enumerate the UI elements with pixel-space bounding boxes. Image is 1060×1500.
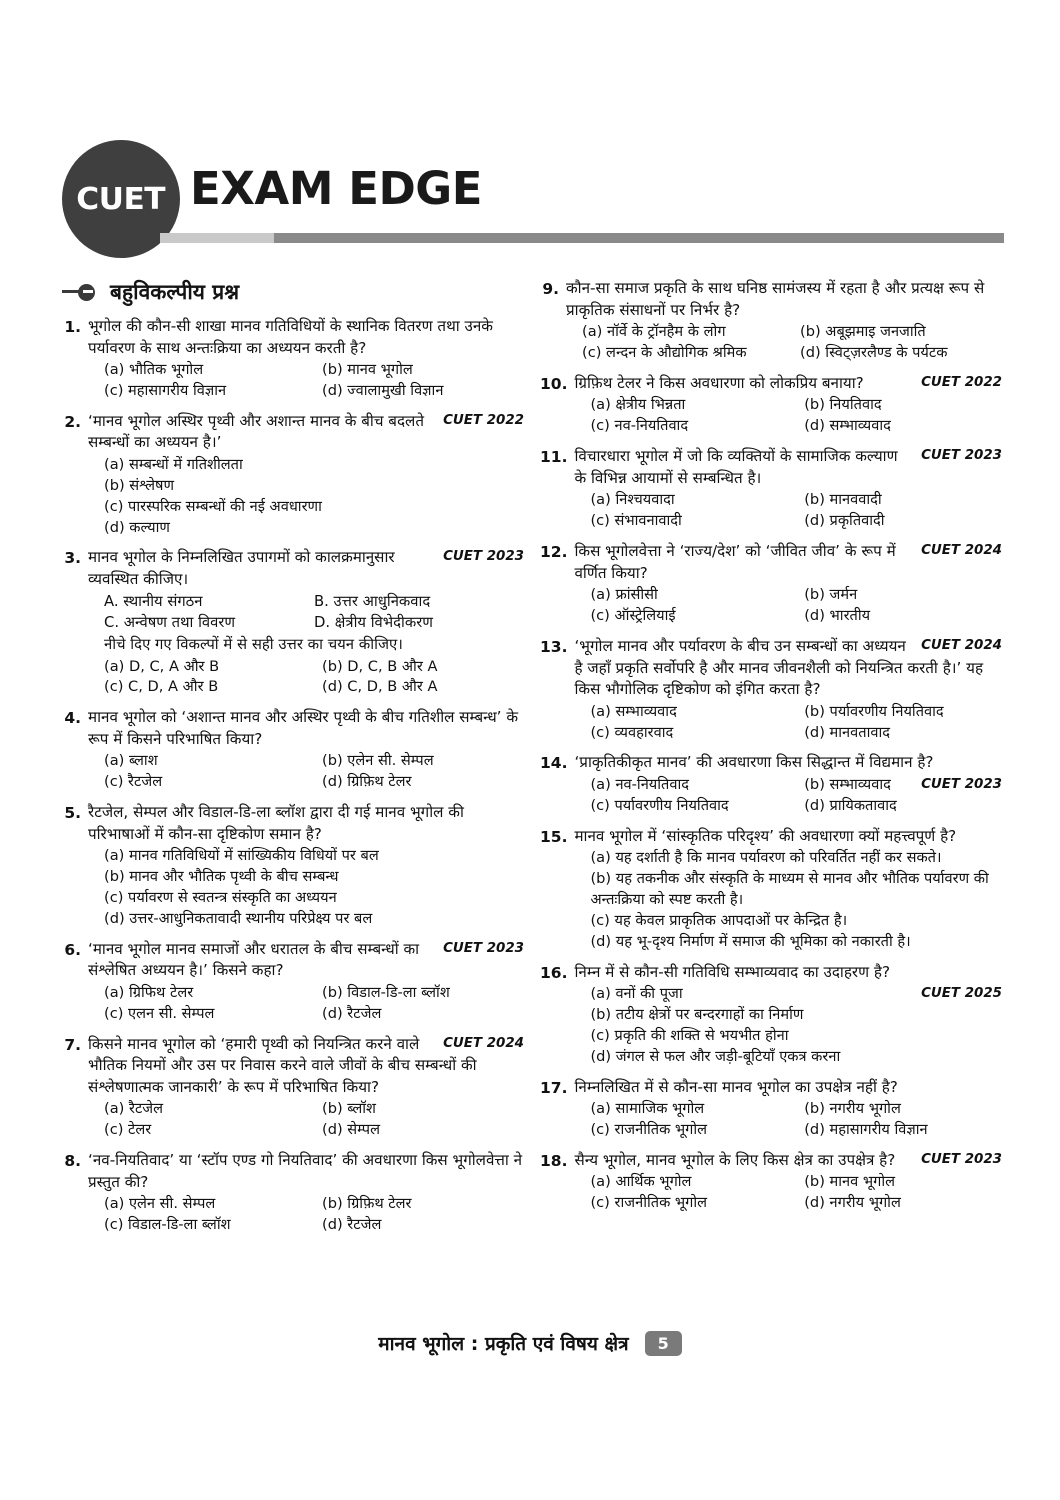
- option-list: [88, 1099, 524, 1141]
- question-body: [566, 278, 1002, 364]
- option-item[interactable]: [88, 772, 306, 793]
- option-list: [574, 984, 1002, 1067]
- option-label: (d) स्विट्ज़रलैण्ड के पर्यटक: [800, 344, 948, 362]
- option-label: (b) ग्रिफ़िथ टेलर: [322, 1195, 412, 1213]
- option-label: (c) राजनीतिक भूगोल: [590, 1194, 708, 1212]
- option-item[interactable]: [306, 657, 524, 678]
- option-item[interactable]: [574, 606, 788, 627]
- question-text-content: मानव भूगोल में ‘सांस्कृतिक परिदृश्य’ की अवधारणा क्यों महत्त्वपूर्ण है?: [574, 826, 957, 845]
- option-list: [574, 848, 1002, 952]
- question-text-content: कौन-सा समाज प्रकृति के साथ घनिष्ठ सामंजस्य में रहता है और प्रत्यक्ष रूप से प्राकृतिक संसाधनों पर निर्भर है?: [566, 279, 985, 319]
- question-number: 9.: [542, 280, 559, 298]
- option-label: (d) कल्याण: [104, 518, 170, 536]
- question-text-content: ‘मानव भूगोल अस्थिर पृथ्वी और अशान्त मानव के बीच बदलते सम्बन्धों का अध्ययन है।’: [88, 411, 424, 452]
- question-item: [62, 1034, 524, 1141]
- right-column: [540, 278, 1002, 1223]
- option-item[interactable]: [306, 1120, 524, 1141]
- option-item[interactable]: [788, 1193, 1002, 1214]
- question-body: [88, 316, 524, 402]
- option-item[interactable]: [88, 497, 524, 518]
- question-item: [540, 752, 1002, 816]
- option-label: (b) एलेन सी. सेम्पल: [322, 752, 434, 770]
- question-body: [88, 707, 524, 793]
- page-number-badge: 5: [645, 1331, 682, 1356]
- question-number: 3.: [64, 549, 81, 568]
- option-label: (a) भौतिक भूगोल: [104, 361, 204, 379]
- question-text: [574, 541, 1002, 584]
- question-number: 11.: [540, 448, 568, 467]
- option-label: (c) एलन सी. सेम्पल: [104, 1004, 215, 1022]
- question-item: [540, 962, 1002, 1068]
- question-number: 10.: [540, 374, 568, 393]
- option-label: (c) ऑस्ट्रेलियाई: [590, 607, 676, 625]
- option-item[interactable]: [788, 702, 1002, 723]
- question-body: [88, 547, 524, 698]
- question-item: [540, 826, 1002, 953]
- option-list: [574, 1172, 1002, 1214]
- option-label: (b) संश्लेषण: [104, 476, 175, 494]
- question-text-content: निम्नलिखित में से कौन-सा मानव भूगोल का उपक्षेत्र नहीं है?: [574, 1077, 898, 1096]
- option-item[interactable]: [88, 846, 524, 867]
- option-item[interactable]: [88, 381, 306, 402]
- option-list: [88, 360, 524, 402]
- question-text-content: ग्रिफ़िथ टेलर ने किस अवधारणा को लोकप्रिय बनाया?: [574, 373, 864, 392]
- option-label: (b) अबूझमाइ जनजाति: [800, 323, 926, 341]
- option-label: (c) C, D, A और B: [104, 678, 219, 696]
- option-label: (b) मानव भूगोल: [322, 361, 413, 379]
- question-text: [88, 547, 524, 590]
- option-label: (b) D, C, B और A: [322, 657, 438, 675]
- option-item[interactable]: [88, 518, 524, 539]
- option-item[interactable]: [88, 909, 524, 930]
- question-text: [574, 1150, 1002, 1172]
- question-item: [540, 541, 1002, 627]
- option-label: (d) प्रकृतिवादी: [804, 512, 885, 530]
- option-list: [574, 702, 1002, 744]
- option-item[interactable]: [306, 1215, 524, 1236]
- question-text: [88, 316, 524, 359]
- option-label: (b) मानववादी: [804, 491, 882, 509]
- option-item[interactable]: [784, 322, 1002, 343]
- question-number: 12.: [540, 543, 568, 562]
- option-label: (b) नगरीय भूगोल: [804, 1100, 901, 1118]
- question-text: [88, 1034, 524, 1099]
- option-label: (c) लन्दन के औद्योगिक श्रमिक: [582, 344, 747, 362]
- question-item: [540, 636, 1002, 743]
- option-label: (b) नियतिवाद: [804, 396, 882, 414]
- option-item[interactable]: [306, 751, 524, 772]
- option-item[interactable]: [574, 1172, 788, 1193]
- option-list: [574, 1099, 1002, 1141]
- option-item[interactable]: [306, 360, 524, 381]
- option-label: (a) निश्चयवादा: [590, 491, 675, 509]
- option-item[interactable]: [306, 1004, 524, 1025]
- option-label: (b) जर्मन: [804, 586, 858, 604]
- question-body: [574, 1077, 1002, 1141]
- match-item: A. स्थानीय संगठन: [104, 592, 203, 610]
- option-item[interactable]: [574, 848, 1002, 869]
- question-text: [88, 411, 524, 454]
- option-label: (d) C, D, B और A: [322, 678, 438, 696]
- option-item[interactable]: [574, 1120, 788, 1141]
- exam-year-tag: CUET 2025: [921, 986, 1002, 1002]
- question-text: [88, 939, 524, 982]
- option-label: (a) सम्भाव्यवाद: [590, 702, 677, 720]
- left-column: [62, 278, 524, 1245]
- option-label: (a) फ्रांसीसी: [590, 586, 658, 604]
- option-item[interactable]: [88, 751, 306, 772]
- question-body: [88, 1034, 524, 1141]
- left-question-list: [62, 316, 524, 1236]
- option-item[interactable]: [88, 1099, 306, 1120]
- option-item[interactable]: [88, 677, 306, 698]
- option-item[interactable]: [788, 395, 1002, 416]
- question-item: [62, 707, 524, 793]
- question-body: [574, 636, 1002, 743]
- option-label: (b) मानव भूगोल: [804, 1173, 896, 1191]
- question-number: 5.: [64, 804, 81, 823]
- option-label: (c) नव-नियतिवाद: [590, 417, 689, 435]
- option-label: (b) तटीय क्षेत्रों पर बन्दरगाहों का निर्माण: [590, 1005, 804, 1023]
- option-list: [88, 455, 524, 538]
- question-text-content: ‘नव-नियतिवाद’ या ‘स्टॉप एण्ड गो नियतिवाद’ की अवधारणा किस भूगोलवेत्ता ने प्रस्तुत की?: [88, 1151, 523, 1191]
- option-item[interactable]: [574, 511, 788, 532]
- match-item: D. क्षेत्रीय विभेदीकरण: [314, 614, 433, 632]
- question-text-content: मानव भूगोल के निम्नलिखित उपागमों को कालक्रमानुसार व्यवस्थित कीजिए।: [88, 548, 395, 589]
- option-item[interactable]: [574, 984, 1002, 1005]
- option-label: (c) पर्यावरण से स्वतन्त्र संस्कृति का अध्ययन: [104, 889, 337, 907]
- exam-year-tag: CUET 2024: [443, 1035, 524, 1051]
- option-item[interactable]: [574, 585, 788, 606]
- option-item[interactable]: [574, 1026, 1002, 1047]
- option-label: (c) राजनीतिक भूगोल: [590, 1121, 708, 1138]
- option-label: (d) सेम्पल: [322, 1121, 380, 1139]
- exam-year-tag: CUET 2023: [921, 1151, 1002, 1167]
- option-label: (b) सम्भाव्यवाद: [804, 775, 891, 793]
- match-item: C. अन्वेषण तथा विवरण: [104, 614, 236, 632]
- question-number: 17.: [540, 1078, 568, 1097]
- option-item[interactable]: [574, 395, 788, 416]
- question-text-content: विचारधारा भूगोल में जो कि व्यक्तियों के सामाजिक कल्याण के विभिन्न आयामों से सम्बन्धित है।: [574, 447, 898, 487]
- question-body: [88, 411, 524, 539]
- option-label: (c) पारस्परिक सम्बन्धों की नई अवधारणा: [104, 497, 322, 515]
- question-instruction: नीचे दिए गए विकल्पों में से सही उत्तर का चयन कीजिए।: [104, 634, 403, 653]
- question-number: 8.: [64, 1152, 81, 1171]
- option-item[interactable]: [88, 1004, 306, 1025]
- option-label: (c) टेलर: [104, 1121, 152, 1139]
- option-label: (a) ब्लाश: [104, 752, 158, 770]
- option-label: (d) ज्वालामुखी विज्ञान: [322, 382, 444, 400]
- question-item: [540, 278, 1002, 364]
- option-list: [88, 983, 524, 1025]
- question-item: [540, 446, 1002, 532]
- option-label: (a) सम्बन्धों में गतिशीलता: [104, 456, 243, 474]
- option-item[interactable]: [306, 381, 524, 402]
- option-item[interactable]: [574, 869, 1002, 911]
- exam-year-tag: CUET 2023: [443, 549, 524, 565]
- question-text-content: किस भूगोलवेत्ता ने ‘राज्य/देश’ को ‘जीवित जीव’ के रूप में वर्णित किया?: [574, 542, 896, 582]
- option-item[interactable]: [574, 416, 788, 437]
- match-item: B. उत्तर आधुनिकवाद: [314, 592, 431, 610]
- footer-chapter-title: मानव भूगोल : प्रकृति एवं विषय क्षेत्र: [378, 1333, 629, 1355]
- option-item[interactable]: [788, 723, 1002, 744]
- question-text: [574, 752, 1002, 774]
- question-text: [574, 446, 1002, 489]
- option-item[interactable]: [88, 455, 524, 476]
- question-text: [574, 1077, 1002, 1099]
- question-number: 16.: [540, 963, 568, 982]
- right-question-list: [540, 278, 1002, 1214]
- page-footer: [0, 1330, 1060, 1356]
- question-number: 4.: [64, 709, 81, 728]
- question-text-content: ‘मानव भूगोल मानव समाजों और धरातल के बीच सम्बन्धों का संश्लेषित अध्ययन है।’ किसने कहा?: [88, 939, 420, 980]
- question-text: [574, 826, 1002, 848]
- exam-year-tag: CUET 2023: [921, 776, 1002, 792]
- option-label: (d) रैटजेल: [322, 1004, 382, 1022]
- option-label: (d) रैटजेल: [322, 1216, 382, 1234]
- question-body: [88, 939, 524, 1025]
- option-item[interactable]: [306, 677, 524, 698]
- question-text-content: सैन्य भूगोल, मानव भूगोल के लिए किस क्षेत्र का उपक्षेत्र है?: [574, 1150, 896, 1169]
- exam-year-tag: CUET 2024: [921, 543, 1002, 559]
- option-item[interactable]: [88, 888, 524, 909]
- option-item[interactable]: [88, 476, 524, 497]
- option-item[interactable]: [788, 490, 1002, 511]
- option-list: [566, 322, 1002, 364]
- option-label: (b) पर्यावरणीय नियतिवाद: [804, 702, 944, 720]
- question-body: [574, 826, 1002, 953]
- option-list: [574, 775, 1002, 817]
- option-list: [88, 657, 524, 699]
- question-number: 2.: [64, 412, 81, 431]
- question-body: [574, 962, 1002, 1068]
- option-item[interactable]: [88, 360, 306, 381]
- option-list: [88, 846, 524, 929]
- option-list: [574, 585, 1002, 627]
- question-text: [88, 707, 524, 750]
- question-body: [88, 1150, 524, 1236]
- question-text: [88, 802, 524, 845]
- question-text-content: मानव भूगोल को ‘अशान्त मानव और अस्थिर पृथ्वी के बीच गतिशील सम्बन्ध’ के रूप में किसने परिभाषित किया?: [88, 708, 518, 748]
- option-item[interactable]: [574, 911, 1002, 932]
- option-item[interactable]: [566, 322, 784, 343]
- option-item[interactable]: [306, 772, 524, 793]
- option-label: (c) विडाल-डि-ला ब्लॉश: [104, 1216, 231, 1234]
- option-item[interactable]: [88, 983, 306, 1004]
- option-item[interactable]: [574, 775, 788, 796]
- option-label: (a) D, C, A और B: [104, 657, 220, 675]
- option-label: (a) वनों की पूजा: [590, 985, 683, 1003]
- question-text-content: ‘प्राकृतिकीकृत मानव’ की अवधारणा किस सिद्धान्त में विद्यमान है?: [574, 753, 934, 772]
- option-item[interactable]: [788, 606, 1002, 627]
- header-rule-dark: [274, 233, 1004, 243]
- option-item[interactable]: [88, 1194, 306, 1215]
- cuet-logo-text: CUET: [76, 181, 166, 217]
- question-item: [540, 373, 1002, 437]
- question-number: 13.: [540, 637, 568, 656]
- option-label: (a) ग्रिफिथ टेलर: [104, 983, 194, 1001]
- option-label: (b) विडाल-डि-ला ब्लॉश: [322, 983, 450, 1001]
- option-label: (a) यह दर्शाती है कि मानव पर्यावरण को परिवर्तित नहीं कर सकते।: [590, 849, 942, 867]
- question-body: [574, 373, 1002, 437]
- option-label: (b) ब्लॉश: [322, 1100, 376, 1118]
- question-number: 18.: [540, 1151, 568, 1170]
- option-item[interactable]: [88, 867, 524, 888]
- question-number: 15.: [540, 827, 568, 846]
- question-text: [574, 962, 1002, 984]
- option-item[interactable]: [574, 796, 788, 817]
- option-label: (a) मानव गतिविधियों में सांख्यिकीय विधियों पर बल: [104, 847, 379, 865]
- option-label: (c) पर्यावरणीय नियतिवाद: [590, 796, 729, 814]
- question-text-content: भूगोल की कौन-सी शाखा मानव गतिविधियों के स्थानिक वितरण तथा उनके पर्यावरण के साथ अन्तःक्रिया का अध्ययन करती है?: [88, 317, 493, 357]
- question-item: [62, 316, 524, 402]
- question-text: [88, 1150, 524, 1193]
- option-item[interactable]: [788, 416, 1002, 437]
- question-item: [62, 547, 524, 698]
- section-title-text: बहुविकल्पीय प्रश्न: [110, 280, 240, 304]
- question-text: [574, 636, 1002, 701]
- option-item[interactable]: [88, 657, 306, 678]
- question-number: 6.: [64, 940, 81, 959]
- option-label: (a) नव-नियतिवाद: [590, 775, 690, 793]
- question-body: [574, 1150, 1002, 1214]
- option-item[interactable]: [574, 1193, 788, 1214]
- exam-year-tag: CUET 2023: [921, 448, 1002, 464]
- option-label: (a) एलेन सी. सेम्पल: [104, 1195, 216, 1213]
- option-item[interactable]: [788, 585, 1002, 606]
- option-label: (a) क्षेत्रीय भिन्नता: [590, 396, 686, 414]
- arrow-bullet-icon: [62, 282, 102, 302]
- option-label: (d) मानवतावाद: [804, 723, 890, 741]
- option-item[interactable]: [788, 1099, 1002, 1120]
- option-label: (a) नॉर्वे के ट्रॉनहैम के लोग: [582, 323, 726, 341]
- option-label: (d) उत्तर-आधुनिकतावादी स्थानीय परिप्रेक्ष्य पर बल: [104, 909, 373, 927]
- question-item: [62, 1150, 524, 1236]
- option-list: [574, 490, 1002, 532]
- question-item: [62, 411, 524, 539]
- option-list: [88, 1194, 524, 1236]
- question-body: [574, 446, 1002, 532]
- option-label: (d) ग्रिफ़िथ टेलर: [322, 773, 412, 791]
- option-label: (d) प्रायिकतावाद: [804, 796, 897, 814]
- match-item-list: [88, 591, 524, 634]
- question-text-content: रैटजेल, सेम्पल और विडाल-डि-ला ब्लॉश द्वारा दी गई मानव भूगोल की परिभाषाओं में कौन-सा दृष्टिकोण समान है?: [88, 803, 464, 843]
- option-label: (c) रैटजेल: [104, 773, 163, 791]
- option-item[interactable]: [784, 343, 1002, 364]
- question-number: 1.: [64, 318, 81, 336]
- option-label: (d) महासागरीय विज्ञान: [804, 1121, 928, 1138]
- option-item[interactable]: [574, 1047, 1002, 1068]
- option-label: (a) आर्थिक भूगोल: [590, 1173, 692, 1191]
- option-item[interactable]: [566, 343, 784, 364]
- option-label: (d) भारतीय: [804, 607, 871, 625]
- option-item[interactable]: [88, 1215, 306, 1236]
- option-item[interactable]: [788, 1172, 1002, 1193]
- option-label: (d) जंगल से फल और जड़ी-बूटियाँ एकत्र करना: [590, 1047, 841, 1065]
- option-list: [88, 751, 524, 793]
- option-label: (d) सम्भाव्यवाद: [804, 417, 891, 435]
- option-item[interactable]: [306, 1099, 524, 1120]
- question-number: 7.: [64, 1035, 81, 1054]
- section-heading: [62, 278, 524, 306]
- option-label: (c) व्यवहारवाद: [590, 723, 674, 741]
- option-label: (c) महासागरीय विज्ञान: [104, 382, 227, 400]
- exam-year-tag: CUET 2024: [921, 637, 1002, 653]
- option-label: (a) रैटजेल: [104, 1100, 164, 1118]
- option-item[interactable]: [306, 983, 524, 1004]
- option-label: (d) नगरीय भूगोल: [804, 1194, 901, 1212]
- question-text-content: किसने मानव भूगोल को ‘हमारी पृथ्वी को नियन्त्रित करने वाले भौतिक नियमों और उस पर निवास करने वाले जीवों के बीच सम्बन्धों की संश्लेषणात्मक जानकारी’ के रूप में परिभाषित किया?: [88, 1034, 477, 1096]
- option-label: (d) यह भू-दृश्य निर्माण में समाज की भूमिका को नकारती है।: [590, 932, 911, 950]
- option-item[interactable]: [574, 723, 788, 744]
- option-item[interactable]: [574, 1099, 788, 1120]
- option-item[interactable]: [788, 1120, 1002, 1141]
- exam-year-tag: CUET 2022: [443, 412, 524, 428]
- option-label: (c) यह केवल प्राकृतिक आपदाओं पर केन्द्रित है।: [590, 911, 848, 929]
- question-item: [62, 802, 524, 930]
- option-item[interactable]: [574, 490, 788, 511]
- option-label: (c) संभावनावादी: [590, 512, 682, 530]
- question-text: [566, 278, 1002, 321]
- exam-year-tag: CUET 2023: [443, 940, 524, 956]
- option-item[interactable]: [788, 796, 1002, 817]
- option-item[interactable]: [574, 702, 788, 723]
- option-item[interactable]: [574, 932, 1002, 953]
- option-item[interactable]: [306, 1194, 524, 1215]
- option-item[interactable]: [788, 775, 1002, 796]
- option-list: [574, 395, 1002, 437]
- question-item: [540, 1150, 1002, 1214]
- exam-year-tag: CUET 2022: [921, 374, 1002, 390]
- option-label: (a) सामाजिक भूगोल: [590, 1100, 705, 1118]
- question-item: [540, 1077, 1002, 1141]
- question-text-content: ‘भूगोल मानव और पर्यावरण के बीच उन सम्बन्धों का अध्ययन है जहाँ प्रकृति सर्वोपरि है और मानव जीवनशैली को नियन्त्रित करती है।’ यह किस भौगोलिक दृष्टिकोण को इंगित करता है?: [574, 636, 984, 699]
- question-number: 14.: [540, 754, 568, 773]
- question-item: [62, 939, 524, 1025]
- option-label: (c) प्रकृति की शक्ति से भयभीत होना: [590, 1026, 789, 1044]
- option-label: (b) यह तकनीक और संस्कृति के माध्यम से मानव और भौतिक पर्यावरण की अन्तःक्रिया को स्पष्ट करती है।: [590, 870, 989, 908]
- question-text: [574, 373, 1002, 395]
- option-item[interactable]: [788, 511, 1002, 532]
- option-item[interactable]: [574, 1005, 1002, 1026]
- masthead: [62, 140, 1002, 260]
- page-title: EXAM EDGE: [190, 162, 482, 215]
- question-body: [88, 802, 524, 930]
- option-label: (b) मानव और भौतिक पृथ्वी के बीच सम्बन्ध: [104, 868, 339, 886]
- option-item[interactable]: [88, 1120, 306, 1141]
- question-body: [574, 541, 1002, 627]
- question-body: [574, 752, 1002, 816]
- question-text-content: निम्न में से कौन-सी गतिविधि सम्भाव्यवाद का उदाहरण है?: [574, 962, 891, 981]
